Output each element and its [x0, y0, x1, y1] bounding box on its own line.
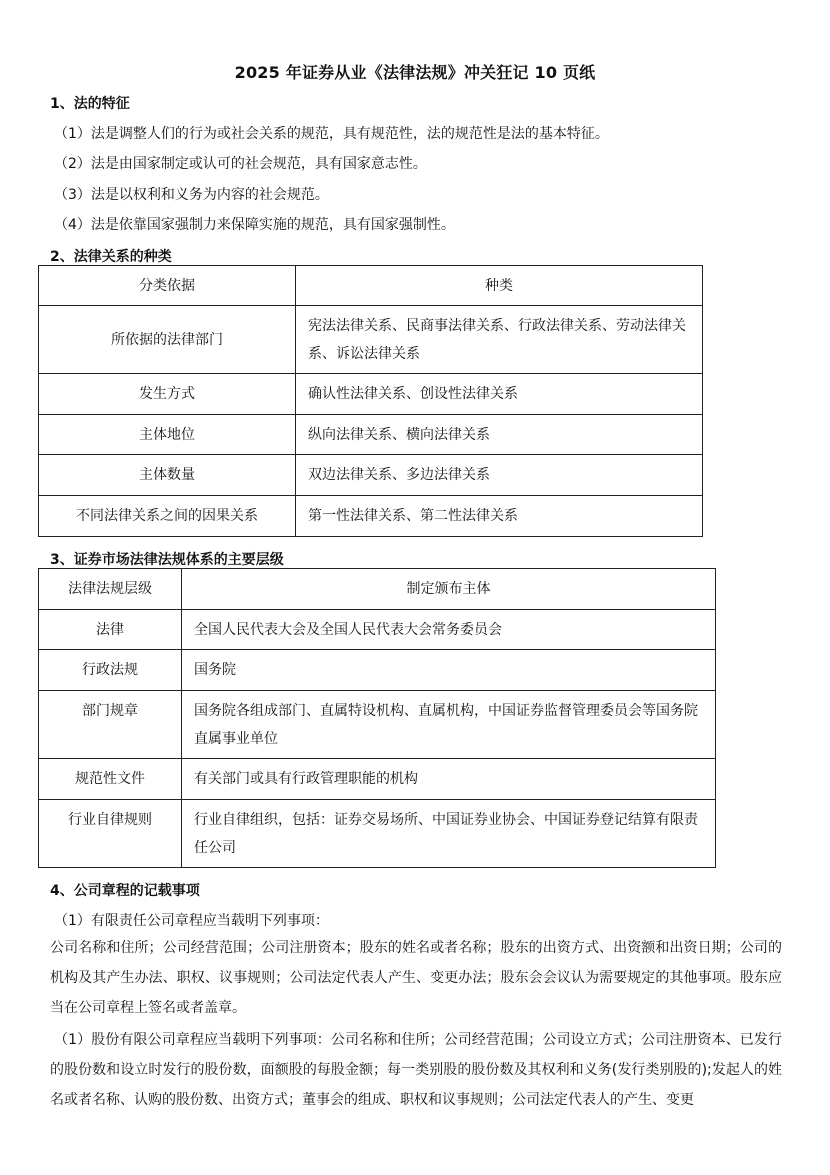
table-cell: 有关部门或具有行政管理职能的机构 [182, 759, 716, 800]
table-row [39, 496, 703, 537]
table-cell: 发生方式 [39, 374, 296, 415]
table-cell: 国务院 [182, 650, 716, 691]
s4-paragraph-1: （1）有限责任公司章程应当载明下列事项： [54, 913, 329, 929]
section-4-heading: 4、公司章程的记载事项 [50, 883, 200, 899]
s1-item-3: （3）法是以权利和义务为内容的社会规范。 [54, 187, 329, 203]
table-cell: 宪法法律关系、民商事法律关系、行政法律关系、劳动法律关系、诉讼法律关系 [296, 306, 703, 374]
section-2-heading: 2、法律关系的种类 [50, 249, 172, 265]
table-cell: 主体数量 [39, 455, 296, 496]
table-row [39, 374, 703, 415]
s1-item-4: （4）法是依靠国家强制力来保障实施的规范，具有国家强制性。 [54, 217, 455, 233]
table-row [39, 759, 716, 800]
table-cell: 主体地位 [39, 415, 296, 455]
table-header-row [39, 569, 716, 610]
table-row [39, 415, 703, 455]
table-cell: 纵向法律关系、横向法律关系 [296, 415, 703, 455]
s1-item-1: （1）法是调整人们的行为或社会关系的规范，具有规范性，法的规范性是法的基本特征。 [54, 126, 609, 142]
s1-item-2: （2）法是由国家制定或认可的社会规范，具有国家意志性。 [54, 156, 427, 172]
table-cell: 确认性法律关系、创设性法律关系 [296, 374, 703, 415]
table-cell: 双边法律关系、多边法律关系 [296, 455, 703, 496]
s4-paragraph-3: （1）股份有限公司章程应当载明下列事项：公司名称和住所；公司经营范围；公司设立方式；公司注册资本、已发行的股份数和设立时发行的股份数，面额股的每股金额；每一类别股的股份数及其权利和义务(发行类别股的);发起人的姓名或者名称、认购的股份数、出资方式；董事会的组成、职权和议事规则；公司法定代表人的产生、变更 [50, 1032, 782, 1108]
table-cell: 不同法律关系之间的因果关系 [39, 496, 296, 537]
document-title: 2025 年证券从业《法律法规》冲关狂记 10 页纸 [234, 63, 596, 82]
s4-paragraph-2: 公司名称和住所；公司经营范围；公司注册资本；股东的姓名或者名称；股东的出资方式、出资额和出资日期；公司的机构及其产生办法、职权、议事规则；公司法定代表人产生、变更办法；股东会会议认为需要规定的其他事项。股东应当在公司章程上签名或者盖章。 [50, 940, 782, 1016]
table-row [39, 455, 703, 496]
table-header-cell: 法律法规层级 [39, 569, 182, 610]
section-1-heading: 1、法的特征 [50, 96, 130, 112]
table-header-cell: 分类依据 [39, 266, 296, 306]
table-row [39, 306, 703, 374]
section-3-heading: 3、证券市场法律法规体系的主要层级 [50, 552, 284, 568]
table-cell: 法律 [39, 610, 182, 650]
table-row [39, 650, 716, 691]
table-cell: 第一性法律关系、第二性法律关系 [296, 496, 703, 537]
table-header-cell: 种类 [296, 266, 703, 306]
table-cell: 全国人民代表大会及全国人民代表大会常务委员会 [182, 610, 716, 650]
table-row [39, 800, 716, 868]
securities-law-hierarchy-table [38, 568, 716, 868]
table-row [39, 691, 716, 759]
table-cell: 规范性文件 [39, 759, 182, 800]
table-cell: 行业自律组织，包括：证券交易场所、中国证券业协会、中国证券登记结算有限责任公司 [182, 800, 716, 868]
table-cell: 行政法规 [39, 650, 182, 691]
table-cell: 行业自律规则 [39, 800, 182, 868]
table-cell: 国务院各组成部门、直属特设机构、直属机构，中国证券监督管理委员会等国务院直属事业单位 [182, 691, 716, 759]
legal-relation-types-table [38, 265, 703, 537]
table-cell: 部门规章 [39, 691, 182, 759]
table-header-row [39, 266, 703, 306]
table-header-cell: 制定颁布主体 [182, 569, 716, 610]
table-row [39, 610, 716, 650]
table-cell: 所依据的法律部门 [39, 306, 296, 374]
